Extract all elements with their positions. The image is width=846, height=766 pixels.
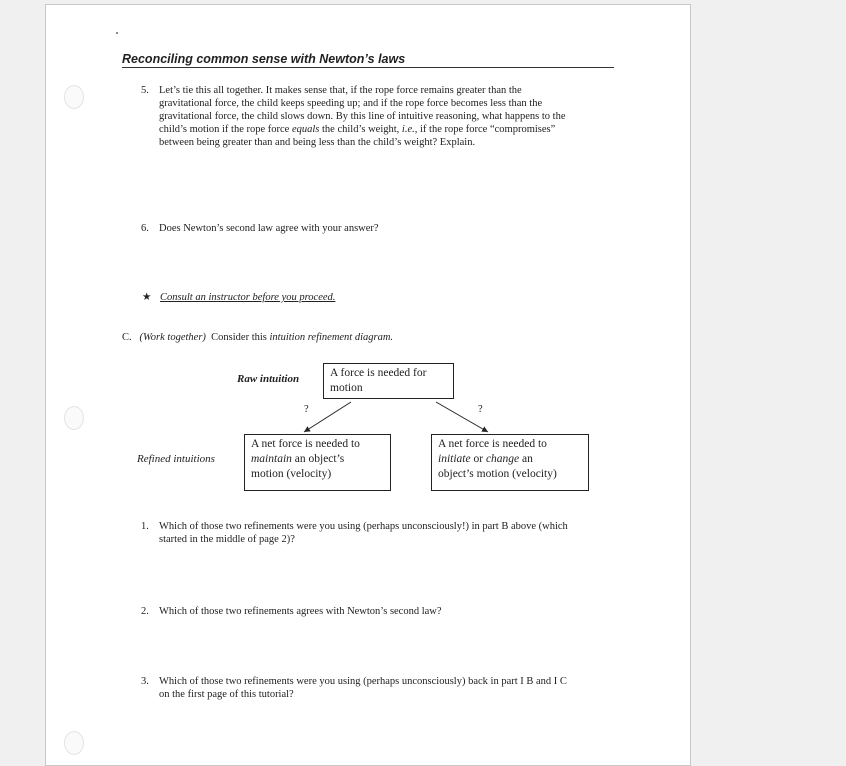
question-number: 2. bbox=[141, 606, 149, 617]
emphasis-maintain: maintain bbox=[251, 453, 292, 465]
emphasis: i.e., bbox=[401, 124, 418, 135]
question-mark-left: ? bbox=[304, 404, 309, 415]
question-number: 1. bbox=[141, 521, 149, 532]
question-line: Which of those two refinements were you using (perhaps unconsciously!) in part B above (which bbox=[159, 521, 568, 532]
refined-intuitions-label: Refined intuitions bbox=[137, 453, 215, 465]
box-line bbox=[438, 452, 582, 467]
question-number: 5. bbox=[141, 85, 149, 96]
question-text bbox=[159, 520, 629, 546]
question-3 bbox=[141, 675, 621, 703]
emphasis-initiate: initiate bbox=[438, 453, 471, 465]
section-letter: C. bbox=[122, 332, 132, 343]
worksheet-page bbox=[45, 4, 691, 766]
diagram-arrows bbox=[46, 5, 690, 765]
star-icon: ★ bbox=[142, 292, 152, 303]
question-line: gravitational force, the child keeps speeding up; and if the rope force becomes less than the bbox=[159, 98, 543, 109]
question-line: gravitational force, the child slows down. By this line of intuitive reasoning, what happens to the bbox=[159, 111, 566, 122]
question-number: 6. bbox=[141, 223, 149, 234]
section-intro: Consider this bbox=[211, 332, 267, 343]
box-text: or bbox=[470, 453, 486, 465]
question-text: Does Newton’s second law agree with your answer? bbox=[159, 223, 379, 234]
diagram-name: intuition refinement diagram. bbox=[269, 332, 394, 343]
box-line: A force is needed for bbox=[330, 367, 427, 379]
question-1 bbox=[141, 520, 621, 548]
initiate-motion-box bbox=[431, 434, 589, 491]
box-line: object’s motion (velocity) bbox=[438, 468, 557, 480]
question-line: between being greater than and being less than the child’s weight? Explain. bbox=[159, 137, 476, 148]
question-line: started in the middle of page 2)? bbox=[159, 534, 295, 545]
question-mark-right: ? bbox=[478, 404, 483, 415]
consult-instructor-link[interactable]: Consult an instructor before you proceed. bbox=[160, 292, 336, 303]
box-text: an object’s bbox=[291, 453, 345, 465]
maintain-motion-box bbox=[244, 434, 391, 491]
box-line: motion (velocity) bbox=[251, 468, 332, 480]
question-text bbox=[159, 675, 629, 701]
raw-intuition-label: Raw intuition bbox=[237, 373, 300, 385]
arrow-left bbox=[304, 402, 351, 432]
emphasis-change: change bbox=[485, 453, 520, 465]
box-line: A net force is needed to bbox=[438, 438, 547, 450]
question-line: Which of those two refinements were you using (perhaps unconsciously) back in part I B and I C bbox=[159, 676, 567, 687]
question-line: on the first page of this tutorial? bbox=[159, 689, 294, 700]
box-line: motion bbox=[330, 382, 363, 394]
emphasis: equals bbox=[291, 124, 320, 135]
question-2 bbox=[141, 605, 621, 619]
box-line bbox=[251, 452, 384, 467]
page-title: Reconciling common sense with Newton’s laws bbox=[122, 52, 614, 68]
question-text: Which of those two refinements agrees with Newton’s second law? bbox=[159, 606, 442, 617]
question-number: 3. bbox=[141, 676, 149, 687]
question-line: Let’s tie this all together. It makes sense that, if the rope force remains greater than the bbox=[159, 85, 522, 96]
box-text: an bbox=[519, 453, 533, 465]
work-together-label: (Work together) bbox=[139, 332, 206, 343]
question-line: child’s motion if the rope force equals the child’s weight, i.e., if the rope force “compromises” bbox=[159, 124, 556, 135]
box-line: A net force is needed to bbox=[251, 438, 360, 450]
